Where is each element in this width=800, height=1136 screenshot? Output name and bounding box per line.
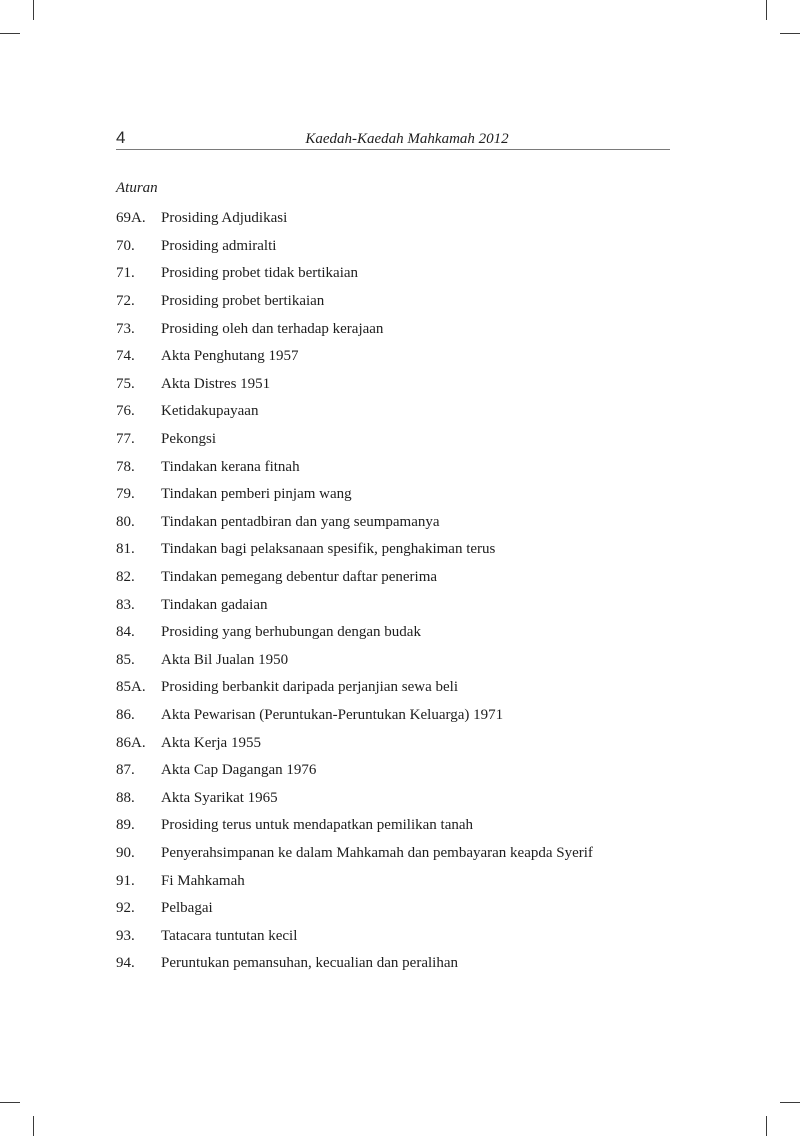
rule-title: Akta Pewarisan (Peruntukan-Peruntukan Keluarga) 1971 <box>161 706 504 723</box>
rule-title: Fi Mahkamah <box>161 872 245 889</box>
crop-mark-top-right <box>766 0 767 20</box>
page-number: 4 <box>116 128 126 147</box>
rule-title: Akta Penghutang 1957 <box>161 348 299 365</box>
rule-item <box>116 288 676 316</box>
rule-number: 73. <box>116 320 135 337</box>
rule-title: Tindakan kerana fitnah <box>161 458 300 475</box>
rule-item <box>116 784 676 812</box>
rule-item <box>116 812 676 840</box>
rule-item <box>116 205 676 233</box>
rule-title: Prosiding berbankit daripada perjanjian sewa beli <box>161 679 458 696</box>
crop-mark-top-right <box>780 33 800 34</box>
rule-title: Prosiding probet bertikaian <box>161 293 325 310</box>
rule-item <box>116 343 676 371</box>
rule-item <box>116 426 676 454</box>
rule-title: Akta Cap Dagangan 1976 <box>161 762 317 779</box>
crop-mark-top-left <box>0 33 20 34</box>
running-head: Kaedah-Kaedah Mahkamah 2012 <box>305 131 509 147</box>
rule-number: 88. <box>116 789 135 806</box>
rule-number: 78. <box>116 458 135 475</box>
rule-number: 76. <box>116 403 135 420</box>
rule-item <box>116 674 676 702</box>
rule-item <box>116 398 676 426</box>
rule-item <box>116 536 676 564</box>
rule-title: Prosiding probet tidak bertikaian <box>161 265 359 282</box>
rule-item <box>116 619 676 647</box>
rule-title: Akta Syarikat 1965 <box>161 789 278 806</box>
rule-number: 85. <box>116 651 135 668</box>
rule-item <box>116 371 676 399</box>
crop-mark-bottom-right <box>780 1102 800 1103</box>
rule-number: 86A. <box>116 734 146 751</box>
rule-number: 71. <box>116 265 135 282</box>
rule-number: 80. <box>116 513 135 530</box>
rule-number: 81. <box>116 541 135 558</box>
rule-item <box>116 591 676 619</box>
rule-title: Tindakan pentadbiran dan yang seumpamanya <box>161 513 440 530</box>
crop-mark-bottom-right <box>766 1116 767 1136</box>
rule-title: Penyerahsimpanan ke dalam Mahkamah dan pembayaran keapda Syerif <box>161 844 593 861</box>
rule-number: 85A. <box>116 679 146 696</box>
rule-number: 91. <box>116 872 135 889</box>
rule-number: 84. <box>116 624 135 641</box>
rule-item <box>116 315 676 343</box>
rule-item <box>116 729 676 757</box>
rule-title: Tatacara tuntutan kecil <box>161 927 298 944</box>
rule-title: Tindakan pemegang debentur daftar penerima <box>161 569 438 586</box>
rule-number: 70. <box>116 237 135 254</box>
rule-title: Akta Kerja 1955 <box>161 734 261 751</box>
rule-list <box>116 205 676 978</box>
rule-item <box>116 922 676 950</box>
rule-number: 77. <box>116 431 135 448</box>
crop-mark-bottom-left <box>0 1102 20 1103</box>
rule-title: Akta Distres 1951 <box>161 375 271 392</box>
rule-title: Prosiding terus untuk mendapatkan pemilikan tanah <box>161 817 474 834</box>
rule-title: Pekongsi <box>161 431 217 448</box>
rule-title: Tindakan gadaian <box>161 596 268 613</box>
rule-item <box>116 233 676 261</box>
rule-title: Tindakan bagi pelaksanaan spesifik, penghakiman terus <box>161 541 496 558</box>
rule-title: Tindakan pemberi pinjam wang <box>161 486 352 503</box>
rule-number: 92. <box>116 900 135 917</box>
rule-number: 72. <box>116 293 135 310</box>
rule-title: Prosiding yang berhubungan dengan budak <box>161 624 421 641</box>
crop-mark-top-left <box>33 0 34 20</box>
rule-title: Prosiding oleh dan terhadap kerajaan <box>161 320 384 337</box>
rule-item <box>116 840 676 868</box>
rule-title: Ketidakupayaan <box>161 403 259 420</box>
section-label: Aturan <box>116 180 158 196</box>
rule-number: 94. <box>116 955 135 972</box>
rule-number: 87. <box>116 762 135 779</box>
rule-item <box>116 260 676 288</box>
rule-item <box>116 950 676 978</box>
rule-item <box>116 509 676 537</box>
rule-item <box>116 702 676 730</box>
rule-item <box>116 757 676 785</box>
rule-number: 93. <box>116 927 135 944</box>
rule-number: 83. <box>116 596 135 613</box>
rule-number: 86. <box>116 706 135 723</box>
crop-mark-bottom-left <box>33 1116 34 1136</box>
rule-number: 90. <box>116 844 135 861</box>
rule-item <box>116 481 676 509</box>
rule-number: 79. <box>116 486 135 503</box>
rule-item <box>116 564 676 592</box>
rule-number: 89. <box>116 817 135 834</box>
rule-title: Pelbagai <box>161 900 213 917</box>
page-header <box>116 127 670 150</box>
rule-title: Prosiding admiralti <box>161 237 277 254</box>
rule-number: 74. <box>116 348 135 365</box>
rule-title: Peruntukan pemansuhan, kecualian dan peralihan <box>161 955 458 972</box>
rule-item <box>116 453 676 481</box>
rule-title: Prosiding Adjudikasi <box>161 210 288 227</box>
rule-item <box>116 895 676 923</box>
rule-number: 75. <box>116 375 135 392</box>
rule-item <box>116 647 676 675</box>
rule-number: 69A. <box>116 210 146 227</box>
rule-item <box>116 867 676 895</box>
rule-number: 82. <box>116 569 135 586</box>
rule-title: Akta Bil Jualan 1950 <box>161 651 289 668</box>
